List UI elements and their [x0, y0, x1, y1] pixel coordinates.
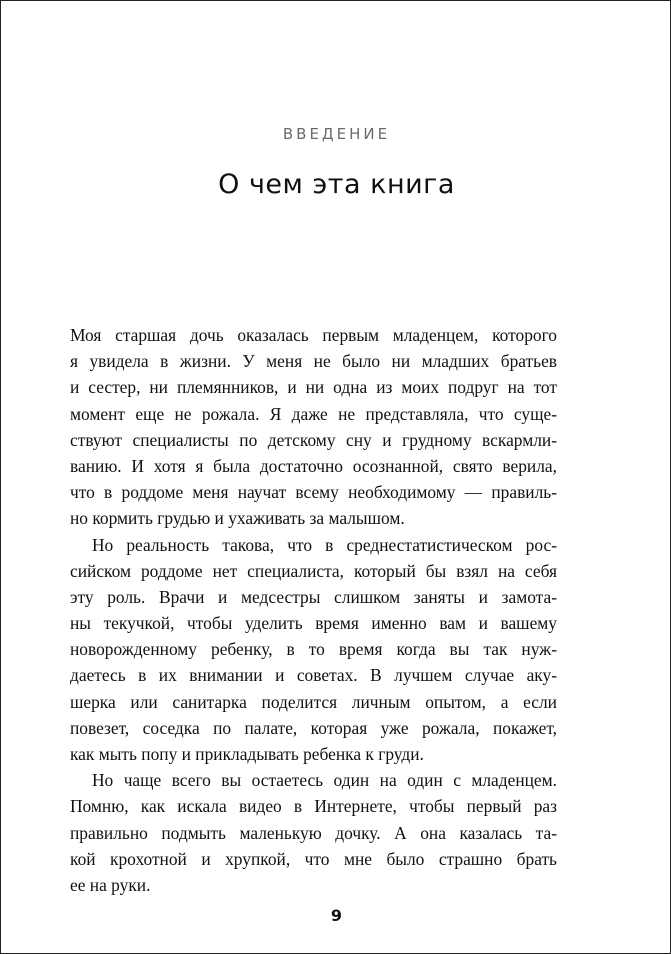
text-line: даетесь в их внимании и советах. В лучшем случае аку-: [70, 665, 557, 686]
text-line: момент еще не рожала. Я даже не представляла, что суще-: [70, 403, 557, 424]
paragraph: [70, 767, 557, 898]
text-line: Но реальность такова, что в среднестатистическом рос-: [92, 534, 557, 555]
text-line: что в роддоме меня научат всему необходимому — правиль-: [70, 482, 557, 503]
text-line: ствуют специалисты по детскому сну и грудному вскармли-: [70, 429, 557, 450]
text-line: Моя старшая дочь оказалась первым младенцем, которого: [70, 325, 557, 345]
text-line: ны текучкой, чтобы уделить время именно вам и вашему: [70, 613, 557, 634]
text-line: но кормить грудью и ухаживать за малышом.: [70, 508, 405, 529]
text-line: ванию. И хотя я была достаточно осознанной, свято верила,: [70, 455, 557, 476]
text-line: как мыть попу и прикладывать ребенка к груди.: [70, 744, 424, 764]
text-line: шерка или санитарка поделится личным опытом, а если: [70, 691, 557, 712]
text-line: сийском роддоме нет специалиста, который бы взял на себя: [70, 560, 557, 581]
paragraph: [70, 322, 557, 532]
text-line: эту роль. Врачи и медсестры слишком заняты и замота-: [70, 586, 557, 607]
body-text: [70, 322, 557, 898]
text-line: новорожденному ребенку, в то время когда вы так нуж-: [70, 639, 557, 660]
section-label: ВВЕДЕНИЕ: [282, 125, 391, 143]
chapter-title: О чем эта книга: [218, 169, 455, 200]
text-line: я увидела в жизни. У меня не было ни младших братьев: [70, 351, 557, 372]
page-number: 9: [330, 906, 343, 925]
text-line: кой крохотной и хрупкой, что мне было страшно брать: [70, 848, 557, 869]
text-line: и сестер, ни племянников, и ни одна из моих подруг на тот: [70, 377, 557, 398]
text-line: ее на руки.: [70, 874, 151, 895]
text-line: правильно подмыть маленькую дочку. А она казалась та-: [70, 822, 557, 843]
paragraph: [70, 532, 557, 768]
text-line: повезет, соседка по палате, которая уже рожала, покажет,: [70, 717, 557, 738]
text-line: Помню, как искала видео в Интернете, чтобы первый раз: [70, 796, 557, 817]
text-line: Но чаще всего вы остаетесь один на один с младенцем.: [92, 770, 557, 791]
